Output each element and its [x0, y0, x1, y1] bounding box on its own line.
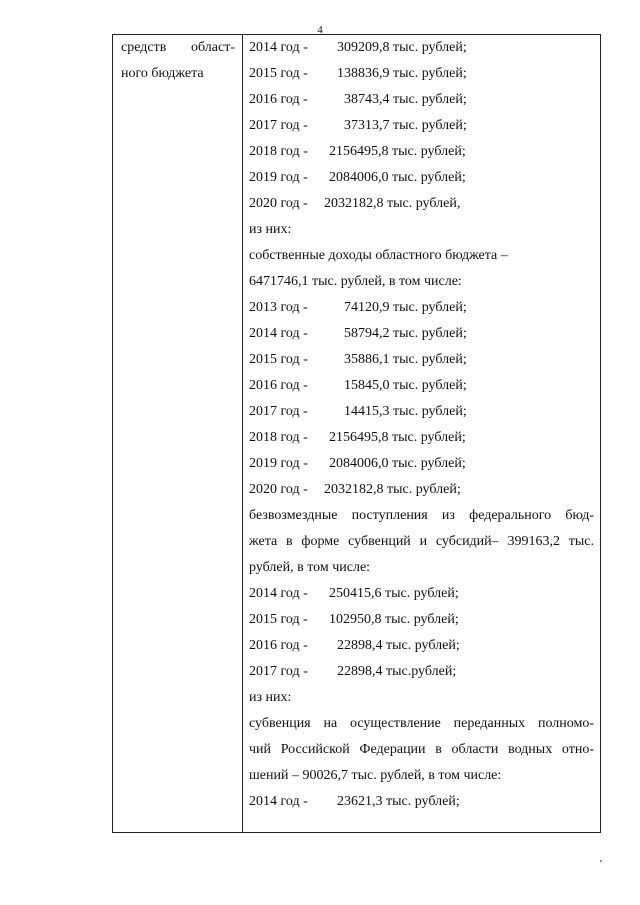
funding-row-a-2017 [249, 113, 594, 139]
amount-value: 74120,9 тыс. рублей; [344, 300, 467, 315]
year-label: 2014 год - [249, 586, 308, 601]
budget-table [112, 34, 601, 833]
amount-value: 2032182,8 тыс. рублей; [324, 482, 461, 497]
amount-value: 22898,4 тыс. рублей; [337, 638, 460, 653]
federal-transfers-line-1: безвозмездные поступления из федерального бюд- [249, 508, 594, 523]
funding-row-a-2016 [249, 87, 594, 113]
year-label: 2015 год - [249, 352, 308, 367]
funding-row-a-2014 [249, 35, 594, 61]
page-number: 4 [317, 24, 323, 36]
year-label: 2020 год - [249, 196, 308, 211]
year-label: 2015 год - [249, 612, 308, 627]
funding-row-a-2019 [249, 165, 594, 191]
year-label: 2013 год - [249, 300, 308, 315]
federal-transfers-line-3: рублей, в том числе: [249, 560, 371, 575]
funding-row-a-2018 [249, 139, 594, 165]
funding-row-c-2017 [249, 659, 594, 685]
amount-value: 58794,2 тыс. рублей; [344, 326, 467, 341]
amount-value: 2084006,0 тыс. рублей; [329, 170, 466, 185]
year-label: 2018 год - [249, 430, 308, 445]
funding-row-d-2014 [249, 789, 594, 815]
funding-row-b-2020 [249, 477, 594, 503]
funding-row-b-2017 [249, 399, 594, 425]
funding-row-a-2015 [249, 61, 594, 87]
year-label: 2014 год - [249, 40, 308, 55]
year-label: 2016 год - [249, 378, 308, 393]
funding-row-b-2018 [249, 425, 594, 451]
funding-row-c-2014 [249, 581, 594, 607]
funding-row-c-2015 [249, 607, 594, 633]
right-column-cell [249, 35, 594, 815]
of-which-label: из них: [249, 690, 292, 705]
column-divider [242, 35, 243, 832]
year-label: 2016 год - [249, 638, 308, 653]
year-label: 2019 год - [249, 456, 308, 471]
amount-value: 23621,3 тыс. рублей; [337, 794, 460, 809]
left-column-cell [121, 35, 235, 87]
amount-value: 35886,1 тыс. рублей; [344, 352, 467, 367]
amount-value: 38743,4 тыс. рублей; [344, 92, 467, 107]
funding-row-b-2019 [249, 451, 594, 477]
amount-value: 2156495,8 тыс. рублей; [329, 144, 466, 159]
own-income-line-2: 6471746,1 тыс. рублей, в том числе: [249, 274, 462, 289]
subvention-line-1: субвенция на осуществление переданных полномо- [249, 716, 594, 731]
amount-value: 250415,6 тыс. рублей; [329, 586, 459, 601]
funding-row-b-2016 [249, 373, 594, 399]
year-label: 2014 год - [249, 326, 308, 341]
federal-transfers-line-2: жета в форме субвенций и субсидий– 399163,2 тыс. [249, 534, 594, 549]
amount-value: 2032182,8 тыс. рублей, [324, 196, 461, 211]
year-label: 2018 год - [249, 144, 308, 159]
year-label: 2017 год - [249, 404, 308, 419]
year-label: 2017 год - [249, 118, 308, 133]
amount-value: 14415,3 тыс. рублей; [344, 404, 467, 419]
funding-row-b-2014 [249, 321, 594, 347]
of-which-label: из них: [249, 222, 292, 237]
funding-row-b-2015 [249, 347, 594, 373]
year-label: 2014 год - [249, 794, 308, 809]
year-label: 2017 год - [249, 664, 308, 679]
amount-value: 138836,9 тыс. рублей; [337, 66, 467, 81]
amount-value: 22898,4 тыс.рублей; [337, 664, 457, 679]
amount-value: 15845,0 тыс. рублей; [344, 378, 467, 393]
amount-value: 102950,8 тыс. рублей; [329, 612, 459, 627]
left-column-line-2: ного бюджета [121, 66, 204, 81]
funding-row-b-2013 [249, 295, 594, 321]
funding-row-a-2020 [249, 191, 594, 217]
amount-value: 2084006,0 тыс. рублей; [329, 456, 466, 471]
own-income-line-1: собственные доходы областного бюджета – [249, 248, 508, 263]
year-label: 2015 год - [249, 66, 308, 81]
amount-value: 2156495,8 тыс. рублей; [329, 430, 466, 445]
left-column-line-1: средств област- [121, 40, 235, 55]
funding-row-c-2016 [249, 633, 594, 659]
amount-value: 37313,7 тыс. рублей; [344, 118, 467, 133]
subvention-line-2: чий Российской Федерации в области водных отно- [249, 742, 594, 757]
subvention-line-3: шений – 90026,7 тыс. рублей, в том числе: [249, 768, 502, 783]
year-label: 2016 год - [249, 92, 308, 107]
scan-speck [600, 860, 602, 862]
year-label: 2019 год - [249, 170, 308, 185]
year-label: 2020 год - [249, 482, 308, 497]
amount-value: 309209,8 тыс. рублей; [337, 40, 467, 55]
